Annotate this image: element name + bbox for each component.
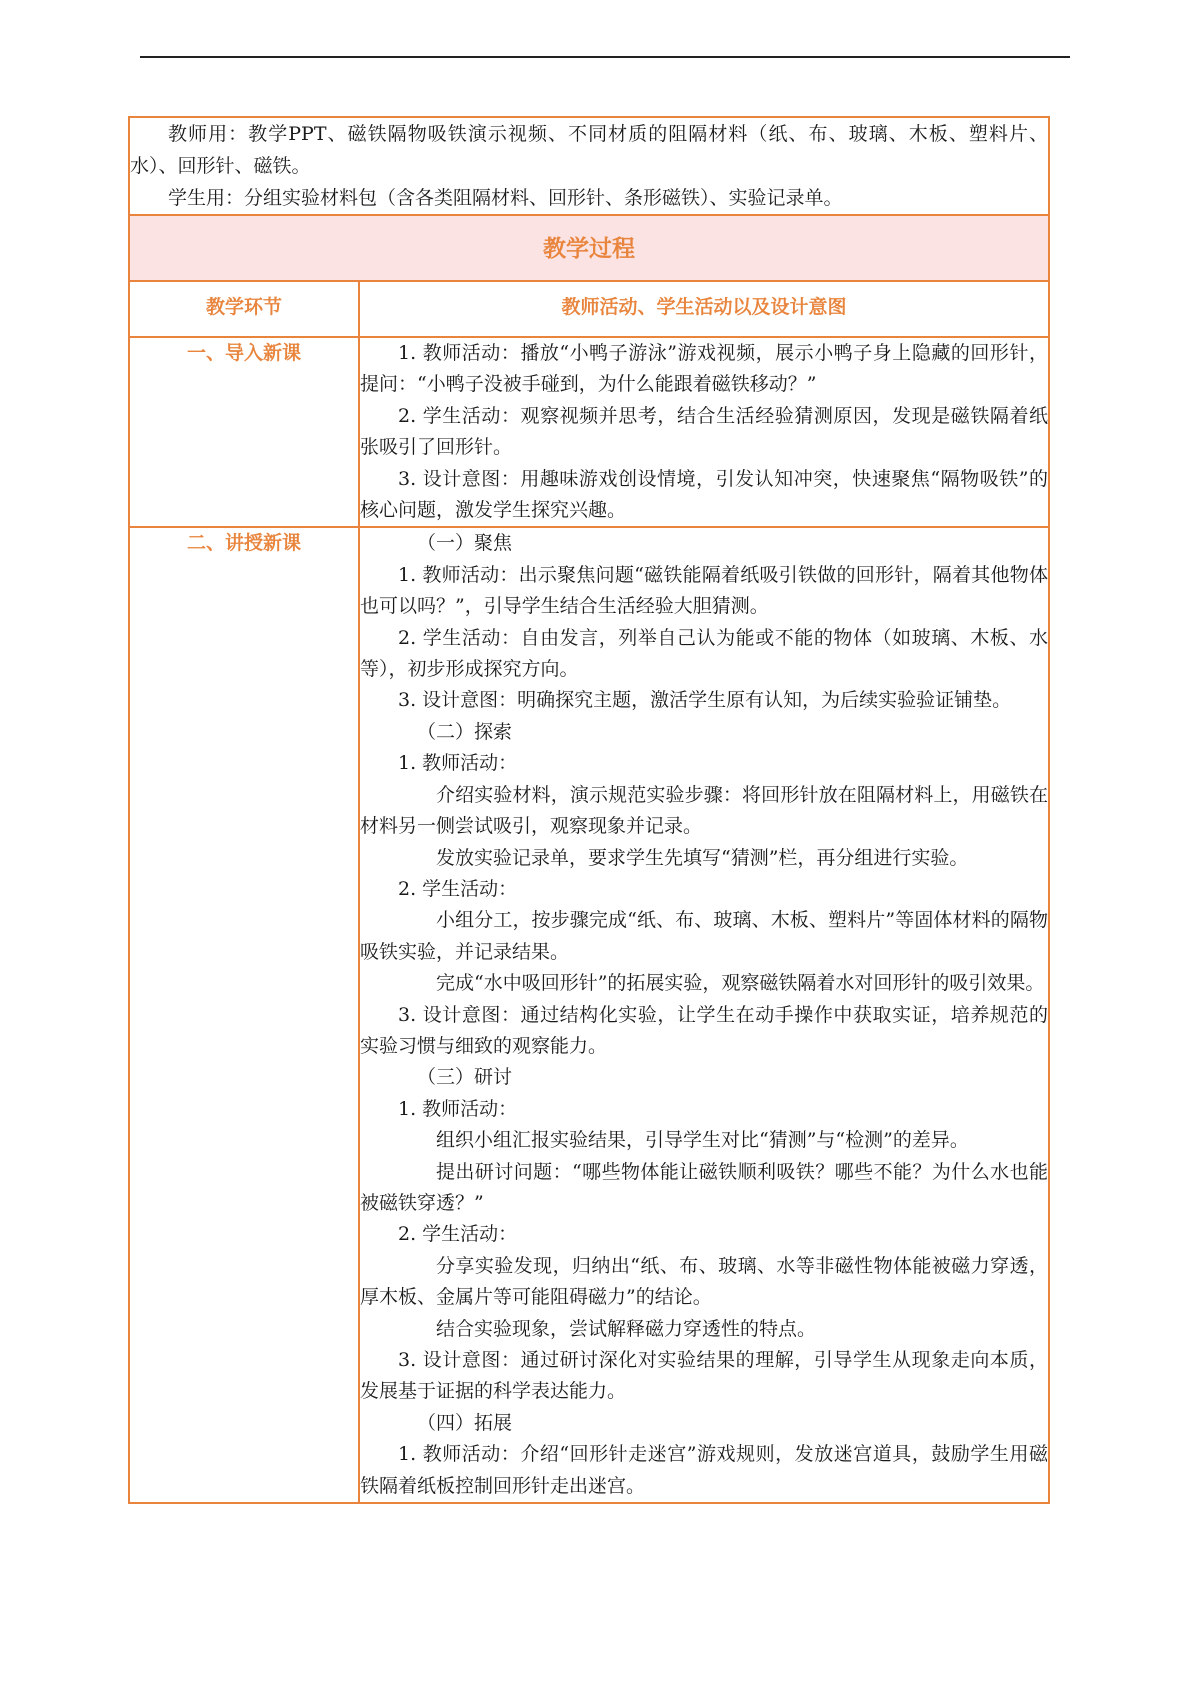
stage-line: 2. 学生活动：自由发言，列举自己认为能或不能的物体（如玻璃、木板、水等），初步形成探究方向。 xyxy=(360,626,1048,681)
stage-row-intro xyxy=(129,337,1049,527)
header-rule xyxy=(140,56,1070,58)
stage-line: 分享实验发现，归纳出“纸、布、玻璃、水等非磁性物体能被磁力穿透，厚木板、金属片等可能阻碍磁力”的结论。 xyxy=(360,1254,1048,1309)
stage-line: 2. 学生活动： xyxy=(398,1223,518,1246)
section-banner-row xyxy=(129,215,1049,281)
stage-line: 1. 教师活动： xyxy=(398,752,518,775)
stage-line: 3. 设计意图：通过结构化实验，让学生在动手操作中获取实证，培养规范的实验习惯与细致的观察能力。 xyxy=(360,1003,1048,1057)
stage-line: 提出研讨问题：“哪些物体能让磁铁顺利吸铁？哪些不能？为什么水也能被磁铁穿透？” xyxy=(360,1160,1048,1214)
stage-line: 3. 设计意图：用趣味游戏创设情境，引发认知冲突，快速聚焦“隔物吸铁”的核心问题，激发学生探究兴趣。 xyxy=(360,467,1048,522)
stage-line: 介绍实验材料，演示规范实验步骤：将回形针放在阻隔材料上，用磁铁在材料另一侧尝试吸引，观察现象并记录。 xyxy=(360,783,1048,838)
stage-name: 一、导入新课 xyxy=(129,337,359,527)
stage-line: 结合实验现象，尝试解释磁力穿透性的特点。 xyxy=(436,1317,817,1340)
stage-line: 1. 教师活动：介绍“回形针走迷宫”游戏规则，发放迷宫道具，鼓励学生用磁铁隔着纸板控制回形针走出迷宫。 xyxy=(360,1443,1048,1497)
stage-line: 1. 教师活动：播放“小鸭子游泳”游戏视频，展示小鸭子身上隐藏的回形针，提问：“小鸭子没被手碰到，为什么能跟着磁铁移动？” xyxy=(360,342,1048,396)
materials-row xyxy=(129,117,1049,215)
stage-line: 组织小组汇报实验结果，引导学生对比“猜测”与“检测”的差异。 xyxy=(436,1129,969,1152)
subsection-heading: （四）拓展 xyxy=(417,1411,513,1434)
stage-line: 1. 教师活动： xyxy=(398,1097,518,1120)
student-materials: 学生用：分组实验材料包（含各类阻隔材料、回形针、条形磁铁）、实验记录单。 xyxy=(168,187,843,209)
activity-column-header: 教师活动、学生活动以及设计意图 xyxy=(561,296,847,318)
stage-line: 小组分工，按步骤完成“纸、布、玻璃、木板、塑料片”等固体材料的隔物吸铁实验，并记录结果。 xyxy=(360,909,1048,963)
subsection-heading: （二）探索 xyxy=(417,720,513,743)
stage-line: 2. 学生活动：观察视频并思考，结合生活经验猜测原因，发现是磁铁隔着纸张吸引了回形针。 xyxy=(360,404,1048,459)
subsection-heading: （一）聚焦 xyxy=(417,532,513,555)
teacher-materials: 教师用：教学PPT、磁铁隔物吸铁演示视频、不同材质的阻隔材料（纸、布、玻璃、木板、塑料片、水）、回形针、磁铁。 xyxy=(130,123,1048,177)
stage-name: 二、讲授新课 xyxy=(129,527,359,1503)
subsection-heading: （三）研讨 xyxy=(417,1066,513,1089)
table-header-row xyxy=(129,281,1049,337)
stage-line: 3. 设计意图：通过研讨深化对实验结果的理解，引导学生从现象走向本质，发展基于证据的科学表达能力。 xyxy=(360,1349,1048,1403)
stage-line: 发放实验记录单，要求学生先填写“猜测”栏，再分组进行实验。 xyxy=(436,846,969,869)
stage-column-header: 教学环节 xyxy=(205,296,282,318)
stage-row-new-lesson xyxy=(129,527,1049,1503)
stage-line: 完成“水中吸回形针”的拓展实验，观察磁铁隔着水对回形针的吸引效果。 xyxy=(436,972,1045,995)
stage-line: 3. 设计意图：明确探究主题，激活学生原有认知，为后续实验验证铺垫。 xyxy=(398,689,1012,712)
lesson-plan-table xyxy=(128,116,1050,1504)
stage-line: 2. 学生活动： xyxy=(398,877,518,900)
stage-line: 1. 教师活动：出示聚焦问题“磁铁能隔着纸吸引铁做的回形针，隔着其他物体也可以吗？”，引导学生结合生活经验大胆猜测。 xyxy=(360,563,1048,618)
section-title: 教学过程 xyxy=(543,236,635,262)
